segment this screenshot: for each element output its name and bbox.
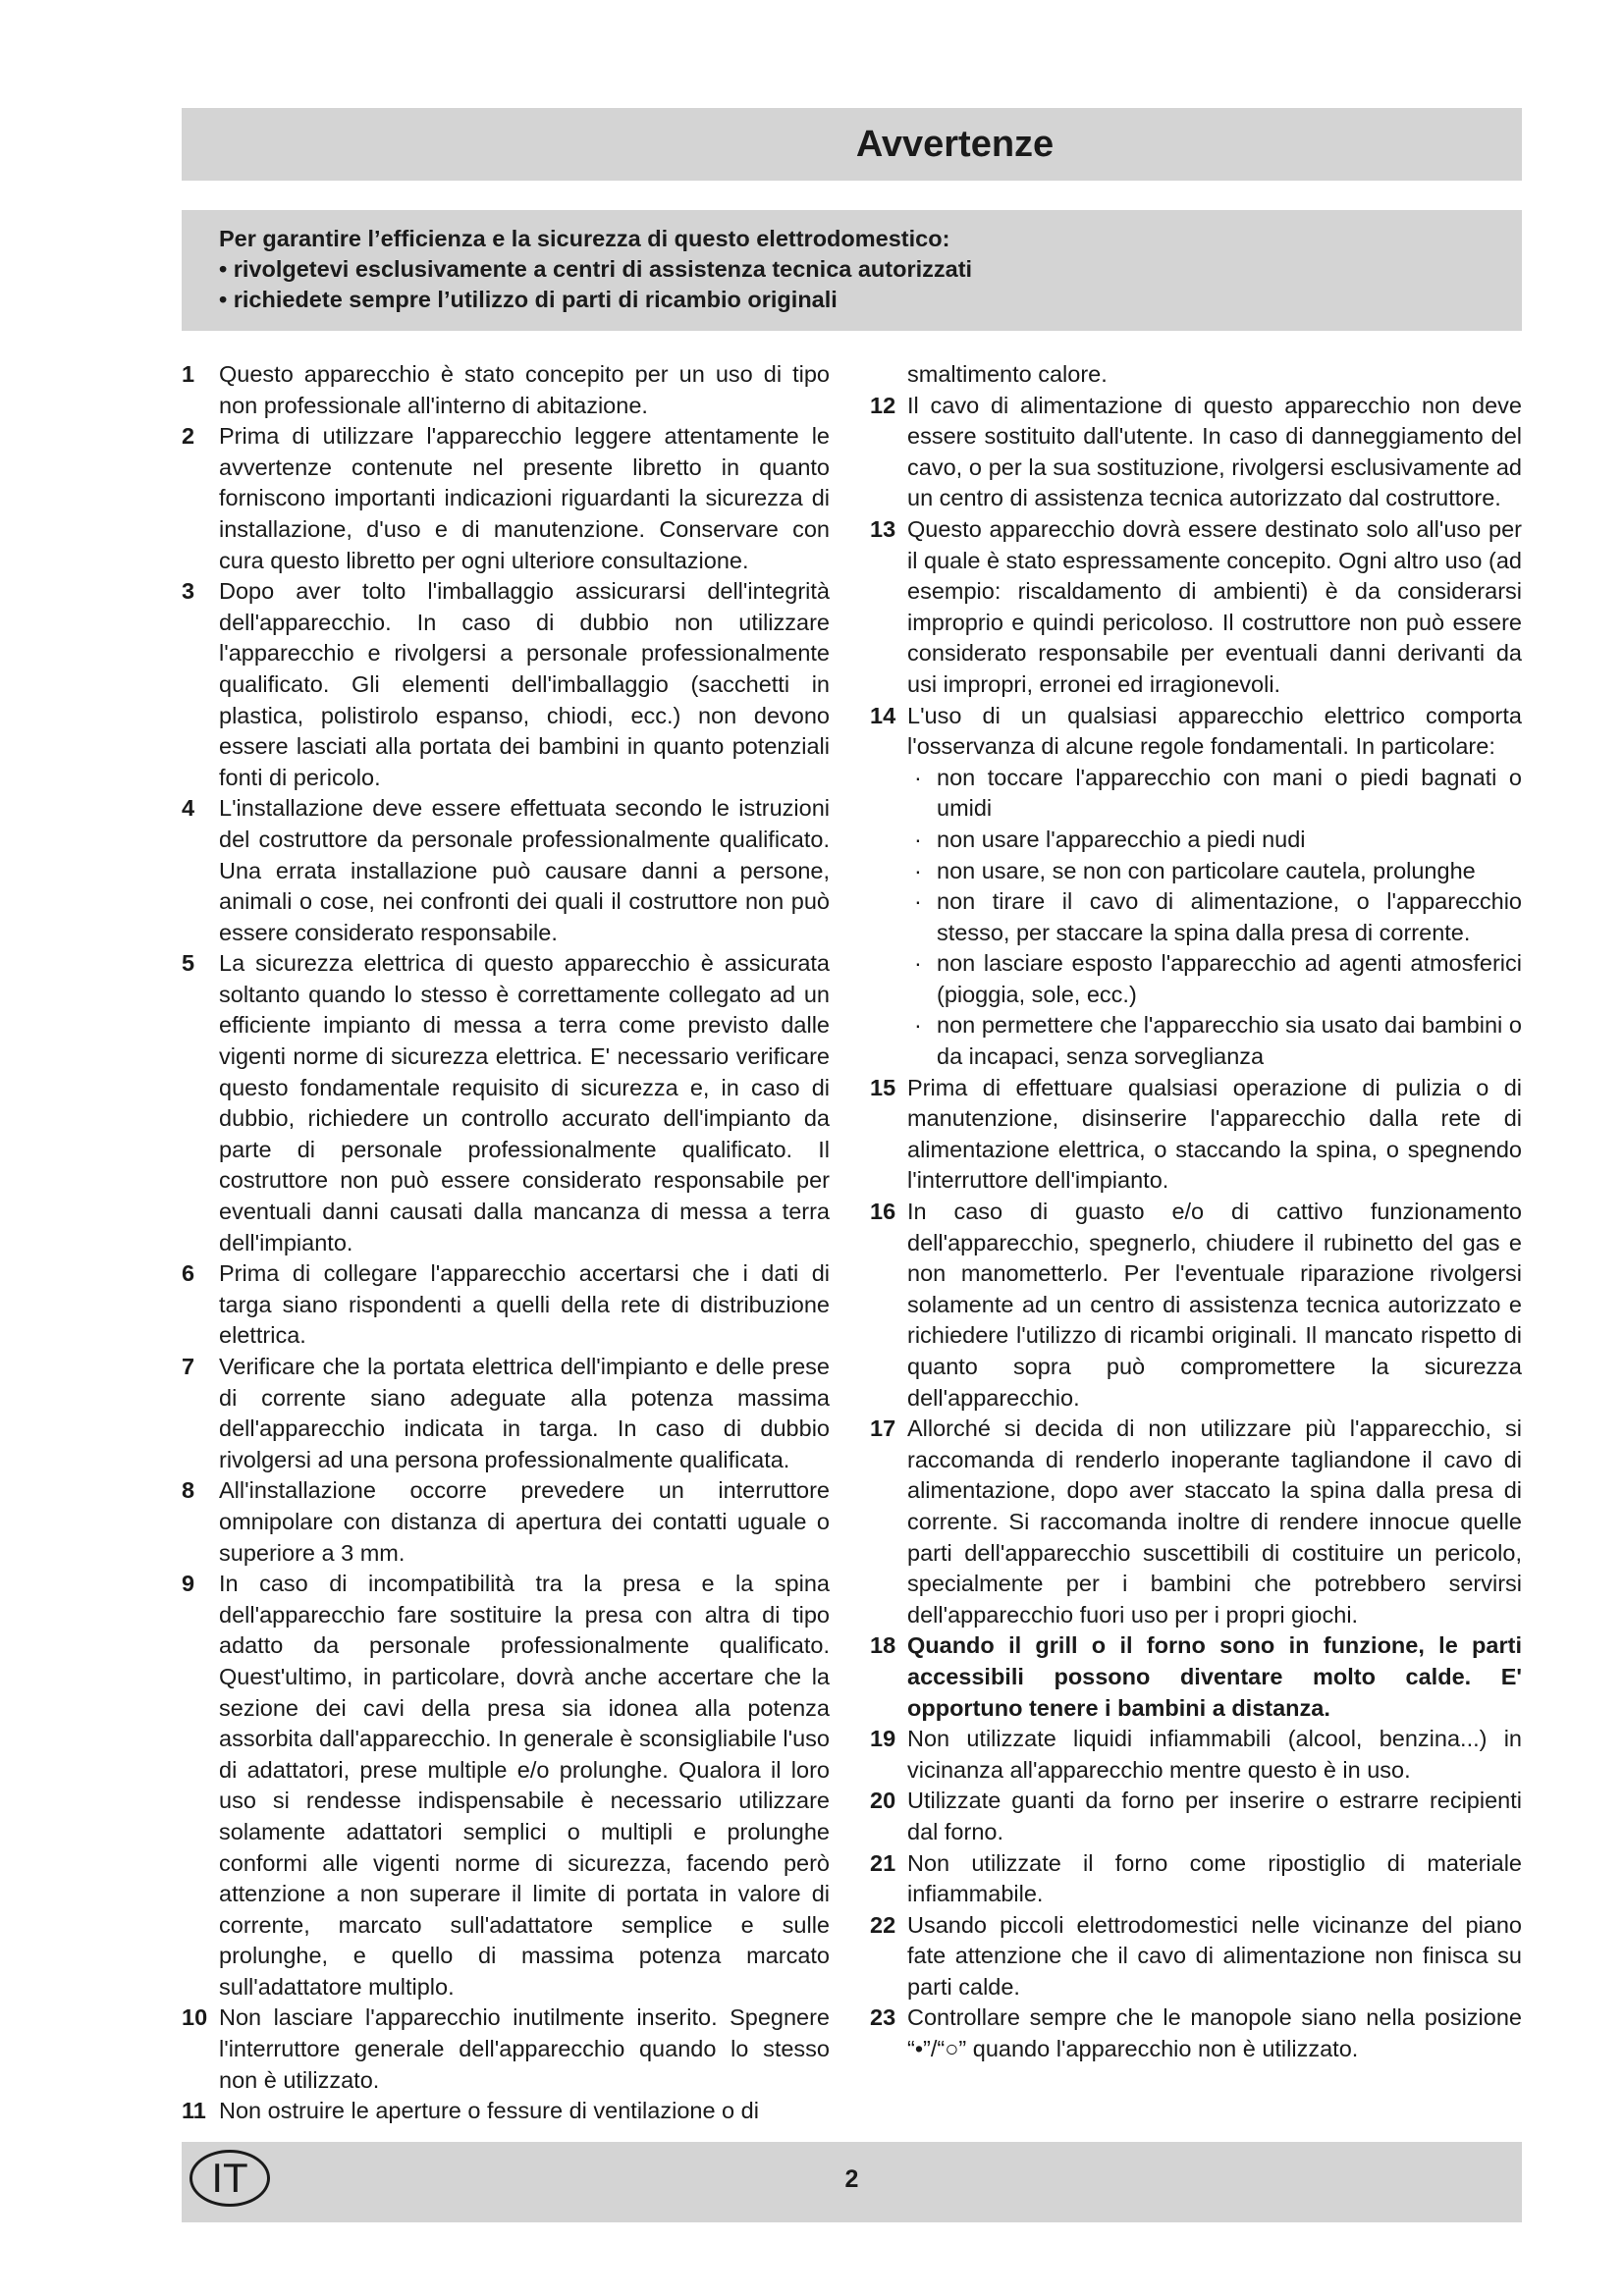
language-badge: IT xyxy=(189,2150,270,2207)
warning-intro: Per garantire l’efficienza e la sicurezza di questo elettrodomestico: xyxy=(219,226,950,251)
item-number: 12 xyxy=(870,392,896,418)
bullet-item xyxy=(870,1010,1522,1072)
item-number: 4 xyxy=(182,795,195,822)
item-number: 9 xyxy=(182,1571,195,1597)
item-text: Usando piccoli elettrodomestici nelle vicinanze del piano fate attenzione che il cavo di alimentazione non finisca su parti calde. xyxy=(907,1911,1522,2000)
bullet-item xyxy=(870,886,1522,948)
title-bar xyxy=(182,108,1522,181)
item-number: 6 xyxy=(182,1260,195,1287)
item-text: Quando il grill o il forno sono in funzione, le parti accessibili possono diventare molto calde. E' opportuno tenere i bambini a distanza. xyxy=(907,1632,1522,1721)
right-column xyxy=(870,359,1522,2065)
warning-line-assistance: • rivolgetevi esclusivamente a centri di assistenza tecnica autorizzati xyxy=(219,256,973,282)
item-text: Controllare sempre che le manopole siano nella posizione “•”/“○” quando l'apparecchio non è utilizzato. xyxy=(907,2004,1522,2062)
warning-line-parts: • richiedete sempre l’utilizzo di parti di ricambio originali xyxy=(219,287,838,312)
bullet-dot-icon: · xyxy=(914,826,922,852)
bullet-item xyxy=(870,763,1522,825)
list-item xyxy=(182,793,830,948)
bullet-dot-icon: · xyxy=(914,764,922,790)
bullet-text: non usare l'apparecchio a piedi nudi xyxy=(937,826,1306,852)
item-number: 18 xyxy=(870,1632,896,1659)
item-text: Verificare che la portata elettrica dell'impianto e delle prese di corrente siano adeguate alla potenza massima dell'apparecchio indicata in targa. In caso di dubbio rivolgersi ad una persona professionalmente qualificata. xyxy=(219,1354,830,1472)
item-text: In caso di guasto e/o di cattivo funzionamento dell'apparecchio, spegnerlo, chiudere il rubinetto del gas e non manometterlo. Per l'eventuale riparazione rivolgersi solamente ad un centro di assistenza tecnica autorizzato e richiedere l'utilizzo di ricambi originali. Il mancato rispetto di quanto sopra può compromettere la sicurezza dell'apparecchio. xyxy=(907,1199,1522,1411)
list-item xyxy=(182,576,830,793)
list-item xyxy=(870,1786,1522,1847)
list-item xyxy=(870,1073,1522,1197)
list-item xyxy=(870,514,1522,701)
list-item xyxy=(182,1569,830,2002)
list-item xyxy=(870,1724,1522,1786)
item-continuation: smaltimento calore. xyxy=(907,361,1108,387)
item-number: 5 xyxy=(182,950,195,977)
list-item xyxy=(870,1414,1522,1630)
item-text: Non utilizzate liquidi infiammabili (alcool, benzina...) in vicinanza all'apparecchio mentre questo è in uso. xyxy=(907,1726,1522,1783)
item-text: L'uso di un qualsiasi apparecchio elettrico comporta l'osservanza di alcune regole fondamentali. In particolare: xyxy=(907,702,1522,760)
item-number: 21 xyxy=(870,1849,896,1876)
item-text: Questo apparecchio dovrà essere destinato solo all'uso per il quale è stato espressamente concepito. Ogni altro uso (ad esempio: riscaldamento di ambienti) è da considerarsi improprio e quindi pericoloso. Il costruttore non può essere considerato responsabile per eventuali danni derivanti da usi impropri, erronei ed irragionevoli. xyxy=(907,515,1522,697)
bullet-item xyxy=(870,856,1522,887)
list-item xyxy=(870,391,1522,514)
item-number: 7 xyxy=(182,1354,195,1379)
item-text: All'installazione occorre prevedere un interruttore omnipolare con distanza di apertura dei contatti uguale o superiore a 3 mm. xyxy=(219,1477,830,1566)
item-number: 20 xyxy=(870,1788,896,1814)
list-item xyxy=(870,701,1522,763)
list-item xyxy=(870,1197,1522,1414)
list-item-highlight xyxy=(870,1630,1522,1724)
item-text: Dopo aver tolto l'imballaggio assicurarsi dell'integrità dell'apparecchio. In caso di dubbio non utilizzare l'apparecchio e rivolgersi a personale professionalmente qualificato. Gli elementi dell'imballaggio (sacchetti in plastica, polistirolo espanso, chiodi, ecc.) non devono essere lasciati alla portata dei bambini in quanto potenziali fonti di pericolo. xyxy=(219,578,830,790)
list-item xyxy=(182,1258,830,1352)
bullet-text: non toccare l'apparecchio con mani o piedi bagnati o umidi xyxy=(937,764,1522,822)
item-text: L'installazione deve essere effettuata secondo le istruzioni del costruttore da personale professionalmente qualificato. Una errata installazione può causare danni a persone, animali o cose, nei confronti dei quali il costruttore non può essere considerato responsabile. xyxy=(219,795,830,945)
item-text: La sicurezza elettrica di questo apparecchio è assicurata soltanto quando lo stesso è correttamente collegato ad un efficiente impianto di messa a terra come previsto dalle vigenti norme di sicurezza elettrica. E' necessario verificare questo fondamentale requisito di sicurezza e, in caso di dubbio, richiedere un controllo accurato dell'impianto da parte di personale professionalmente qualificato. Il costruttore non può essere considerato responsabile per eventuali danni causati dalla mancanza di messa a terra dell'impianto. xyxy=(219,950,830,1255)
item-text: Non utilizzate il forno come ripostiglio di materiale infiammabile. xyxy=(907,1849,1522,1907)
item-number: 11 xyxy=(182,2098,206,2124)
list-item xyxy=(182,2002,830,2096)
list-item xyxy=(182,359,830,421)
list-item xyxy=(182,948,830,1258)
page-number: 2 xyxy=(844,2165,859,2193)
item-number: 13 xyxy=(870,515,896,542)
left-column xyxy=(182,359,830,2127)
item-text: Non lasciare l'apparecchio inutilmente inserito. Spegnere l'interruttore generale dell'apparecchio quando lo stesso non è utilizzato. xyxy=(219,2004,830,2093)
item-number: 3 xyxy=(182,578,195,605)
item-text: Utilizzate guanti da forno per inserire o estrarre recipienti dal forno. xyxy=(907,1788,1522,1844)
warning-box xyxy=(182,210,1522,331)
item-text: Prima di utilizzare l'apparecchio leggere attentamente le avvertenze contenute nel presente libretto in quanto forniscono importanti indicazioni riguardanti la sicurezza di installazione, d'uso e di manutenzione. Conservare con cura questo libretto per ogni ulteriore consultazione. xyxy=(219,423,830,573)
bullet-dot-icon: · xyxy=(914,950,922,977)
bullet-dot-icon: · xyxy=(914,888,922,915)
list-item xyxy=(870,2002,1522,2064)
list-item xyxy=(182,2096,830,2127)
item-number: 8 xyxy=(182,1477,195,1504)
page-title: Avvertenze xyxy=(855,123,1055,165)
item-number: 15 xyxy=(870,1074,896,1100)
bullet-item xyxy=(870,948,1522,1010)
bullet-text: non permettere che l'apparecchio sia usato dai bambini o da incapaci, senza sorveglianza xyxy=(937,1012,1522,1070)
list-item xyxy=(182,1352,830,1475)
item-number: 19 xyxy=(870,1726,896,1752)
item-text: Il cavo di alimentazione di questo apparecchio non deve essere sostituito dall'utente. In caso di danneggiamento del cavo, o per la sua sostituzione, rivolgersi esclusivamente ad un centro di assistenza tecnica autorizzato dal costruttore. xyxy=(907,392,1522,511)
item-text: Prima di effettuare qualsiasi operazione di pulizia o di manutenzione, disinserire l'apparecchio dalla rete di alimentazione elettrica, o staccando la spina, o spegnendo l'interruttore dell'impianto. xyxy=(907,1074,1522,1194)
item-text: In caso di incompatibilità tra la presa e la spina dell'apparecchio fare sostituire la presa con altra di tipo adatto da personale professionalmente qualificato. Quest'ultimo, in particolare, dovrà anche accertare che la sezione dei cavi della presa sia idonea alla potenza assorbita dall'apparecchio. In generale è sconsigliabile l'uso di adattatori, prese multiple e/o prolunghe. Qualora il loro uso si rendesse indispensabile è necessario utilizzare solamente adattatori semplici o multipli e prolunghe conformi alle vigenti norme di sicurezza, facendo però attenzione a non superare il limite di portata in valore di corrente, marcato sull'adattatore semplice e sulle prolunghe, e quello di massima potenza marcato sull'adattatore multiplo. xyxy=(219,1571,830,2000)
item-number: 17 xyxy=(870,1415,896,1442)
item-text: Allorché si decida di non utilizzare più l'apparecchio, si raccomanda di renderlo inoperante tagliandone il cavo di alimentazione, dopo aver staccato la spina dalla presa di corrente. Si raccomanda inoltre di rendere innocue quelle parti dell'apparecchio suscettibili di costituire un pericolo, specialmente per i bambini che potrebbero servirsi dell'apparecchio fuori uso per i propri giochi. xyxy=(907,1415,1522,1628)
item-text: Non ostruire le aperture o fessure di ventilazione o di xyxy=(219,2098,759,2124)
bullet-dot-icon: · xyxy=(914,1012,922,1039)
footer-bar xyxy=(182,2142,1522,2222)
bullet-text: non usare, se non con particolare cautela, prolunghe xyxy=(937,857,1476,883)
item-number: 23 xyxy=(870,2004,896,2031)
item-number: 22 xyxy=(870,1911,896,1938)
item-text: Questo apparecchio è stato concepito per un uso di tipo non professionale all'interno di abitazione. xyxy=(219,361,830,418)
list-item xyxy=(182,1475,830,1569)
item-number: 16 xyxy=(870,1199,896,1225)
item-number: 1 xyxy=(182,361,195,387)
item-text: Prima di collegare l'apparecchio accertarsi che i dati di targa siano rispondenti a quelli della rete di distribuzione elettrica. xyxy=(219,1260,830,1349)
bullet-item xyxy=(870,825,1522,856)
bullet-dot-icon: · xyxy=(914,857,922,883)
list-item xyxy=(870,1910,1522,2003)
bullet-text: non tirare il cavo di alimentazione, o l'apparecchio stesso, per staccare la spina dalla presa di corrente. xyxy=(937,888,1522,945)
list-item xyxy=(870,1848,1522,1910)
list-item xyxy=(182,421,830,576)
item-number: 2 xyxy=(182,423,195,450)
bullet-text: non lasciare esposto l'apparecchio ad agenti atmosferici (pioggia, sole, ecc.) xyxy=(937,950,1522,1007)
item-number: 10 xyxy=(182,2004,208,2031)
item-number: 14 xyxy=(870,702,896,728)
